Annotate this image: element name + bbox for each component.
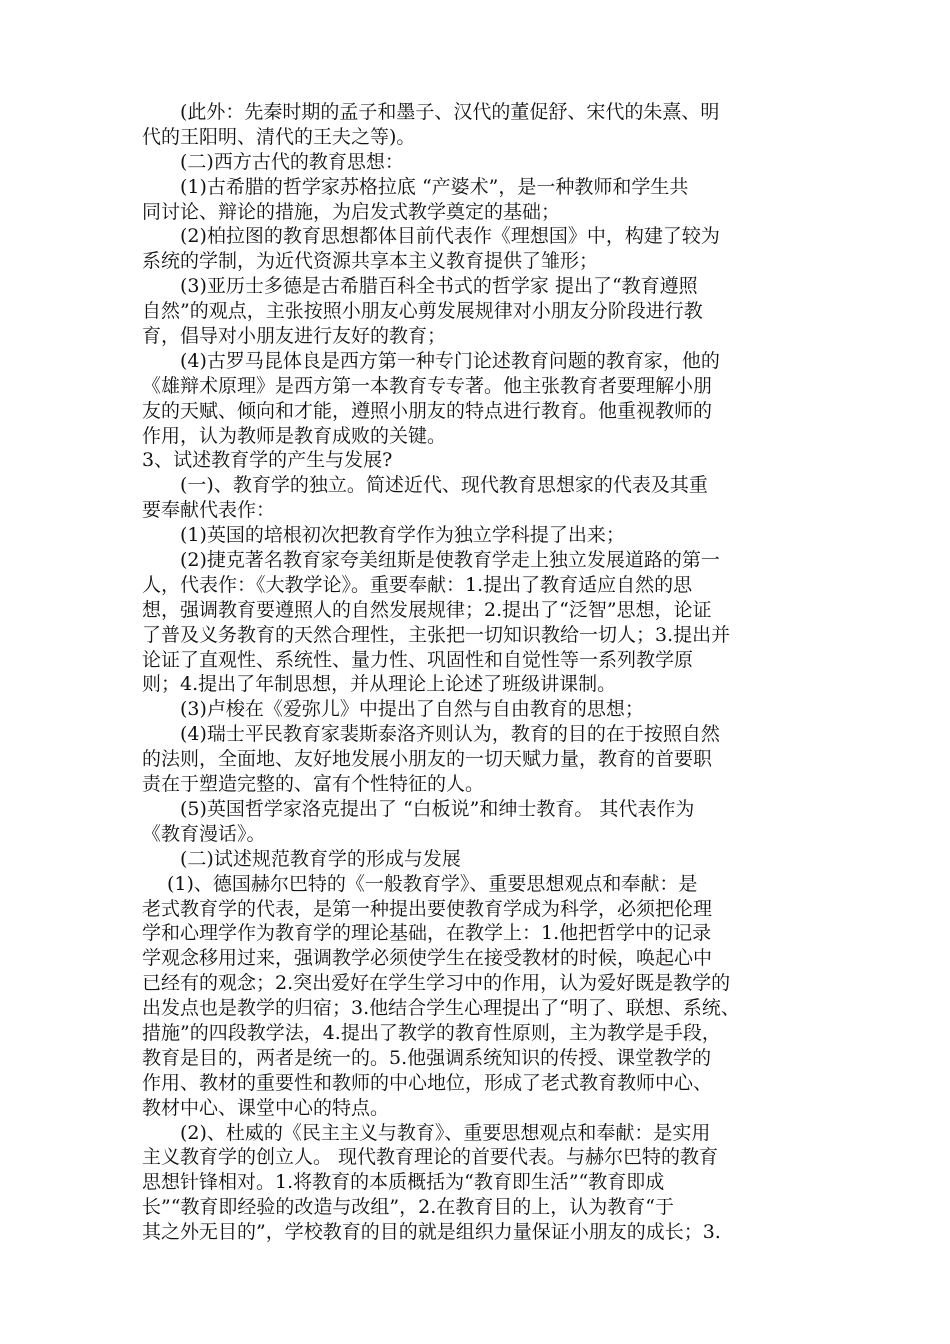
text-line: 作用、教材的重要性和教师的中心地位，形成了老式教育教师中心、 (142, 1071, 713, 1094)
text-line: 老式教育学的代表，是第一种提出要使教育学成为科学，必须把伦理 (142, 897, 713, 920)
text-line: 自然”的观点，主张按照小朋友心剪发展规律对小朋友分阶段进行教 (142, 300, 703, 323)
text-line: 主义教育学的创立人。 现代教育理论的首要代表。与赫尔巴特的教育 (142, 1146, 719, 1169)
text-line: 学观念移用过来，强调教学必须使学生在接受教材的时候，唤起心中 (142, 947, 713, 970)
text-line: 系统的学制，为近代资源共享本主义教育提供了雏形； (142, 250, 599, 273)
text-line: 思想针锋相对。1.将教育的本质概括为“教育即生活”“教育即成 (142, 1171, 665, 1194)
text-line: 学和心理学作为教育学的理论基础，在教学上：1.他把哲学中的记录 (142, 922, 712, 945)
text-line: (2)捷克著名教育家夸美纽斯是使教育学走上独立发展道路的第一 (180, 549, 720, 572)
text-line: 教育是目的，两者是统一的。5.他强调系统知识的传授、课堂教学的 (142, 1046, 712, 1069)
text-line: 长”“教育即经验的改造与改组”，2.在教育目的上，认为教育“于 (142, 1196, 674, 1219)
text-line: (此外：先秦时期的孟子和墨子、汉代的董促舒、宋代的朱熹、明 (180, 101, 720, 123)
text-line: (1)、德国赫尔巴特的《一般教育学》、重要思想观点和奉献：是 (167, 872, 698, 895)
text-line: (3)亚历士多德是古希腊百科全书式的哲学家 提出了“教育遵照 (180, 275, 698, 298)
text-line: 代的王阳明、清代的王夫之等)。 (142, 125, 416, 148)
text-line: (4)古罗马昆体良是西方第一种专门论述教育问题的教育家，他的 (180, 349, 720, 372)
text-line: 友的天赋、倾向和才能，遵照小朋友的特点进行教育。他重视教师的 (142, 399, 713, 422)
text-line: (2)、杜威的《民主主义与教育》、重要思想观点和奉献：是实用 (180, 1121, 711, 1144)
text-line: 的法则，全面地、友好地发展小朋友的一切天赋力量，教育的首要职 (142, 748, 713, 771)
document-body (142, 100, 832, 1245)
text-line: (一)、教育学的独立。简述近代、现代教育思想家的代表及其重 (180, 474, 708, 497)
text-line: 要奉献代表作： (142, 499, 276, 522)
text-line: 论证了直观性、系统性、量力性、巩固性和自觉性等一系列教学原 (142, 648, 694, 671)
text-line: (1)英国的培根初次把教育学作为独立学科提了出来； (180, 524, 625, 547)
text-line: (4)瑞士平民教育家裴斯泰洛齐则认为，教育的目的在于按照自然 (180, 723, 720, 746)
text-line: 则；4.提出了年制思想，并从理论上论述了班级讲课制。 (142, 673, 617, 696)
text-line: 同讨论、辩论的措施，为启发式教学奠定的基础； (142, 200, 561, 223)
text-line: 已经有的观念；2.突出爱好在学生学习中的作用，认为爱好既是教学的 (142, 972, 731, 995)
text-line: 人，代表作：《大教学论》。重要奉献：1.提出了教育适应自然的思 (142, 573, 693, 596)
text-line: 责在于塑造完整的、富有个性特征的人。 (142, 773, 485, 796)
text-line: 育，倡导对小朋友进行友好的教育； (142, 325, 447, 348)
text-line: 了普及义务教育的天然合理性，主张把一切知识教给一切人；3.提出并 (142, 623, 731, 646)
text-line: 教材中心、课堂中心的特点。 (142, 1096, 390, 1119)
text-line: 《雄辩术原理》是西方第一本教育专专著。他主张教育者要理解小朋 (142, 374, 713, 397)
text-line: 措施”的四段教学法，4.提出了教学的教育性原则，主为教学是手段， (142, 1021, 721, 1044)
text-line: (二)试述规范教育学的形成与发展 (180, 847, 461, 870)
text-line: 其之外无目的”，学校教育的目的就是组织力量保证小朋友的成长；3. (142, 1221, 721, 1244)
text-line: (5)英国哲学家洛克提出了 “白板说”和绅士教育。 其代表作为 (180, 797, 695, 820)
text-line: 作用，认为教师是教育成败的关键。 (142, 424, 447, 447)
text-line: 3、试述教育学的产生与发展? (142, 449, 393, 472)
text-line: (3)卢梭在《爱弥儿》中提出了自然与自由教育的思想； (180, 698, 644, 721)
text-line: (2)柏拉图的教育思想都体目前代表作《理想国》中，构建了较为 (180, 225, 720, 248)
text-line: 出发点也是教学的归宿；3.他结合学生心理提出了“明了、联想、系统、 (142, 997, 740, 1020)
text-line: 想，强调教育要遵照人的自然发展规律；2.提出了“泛智”思想，论证 (142, 598, 712, 621)
text-line: (1)古希腊的哲学家苏格拉底 “产婆术”，是一种教师和学生共 (180, 175, 689, 198)
text-line: 《教育漫话》。 (142, 822, 266, 845)
text-line: (二)西方古代的教育思想： (180, 150, 404, 173)
